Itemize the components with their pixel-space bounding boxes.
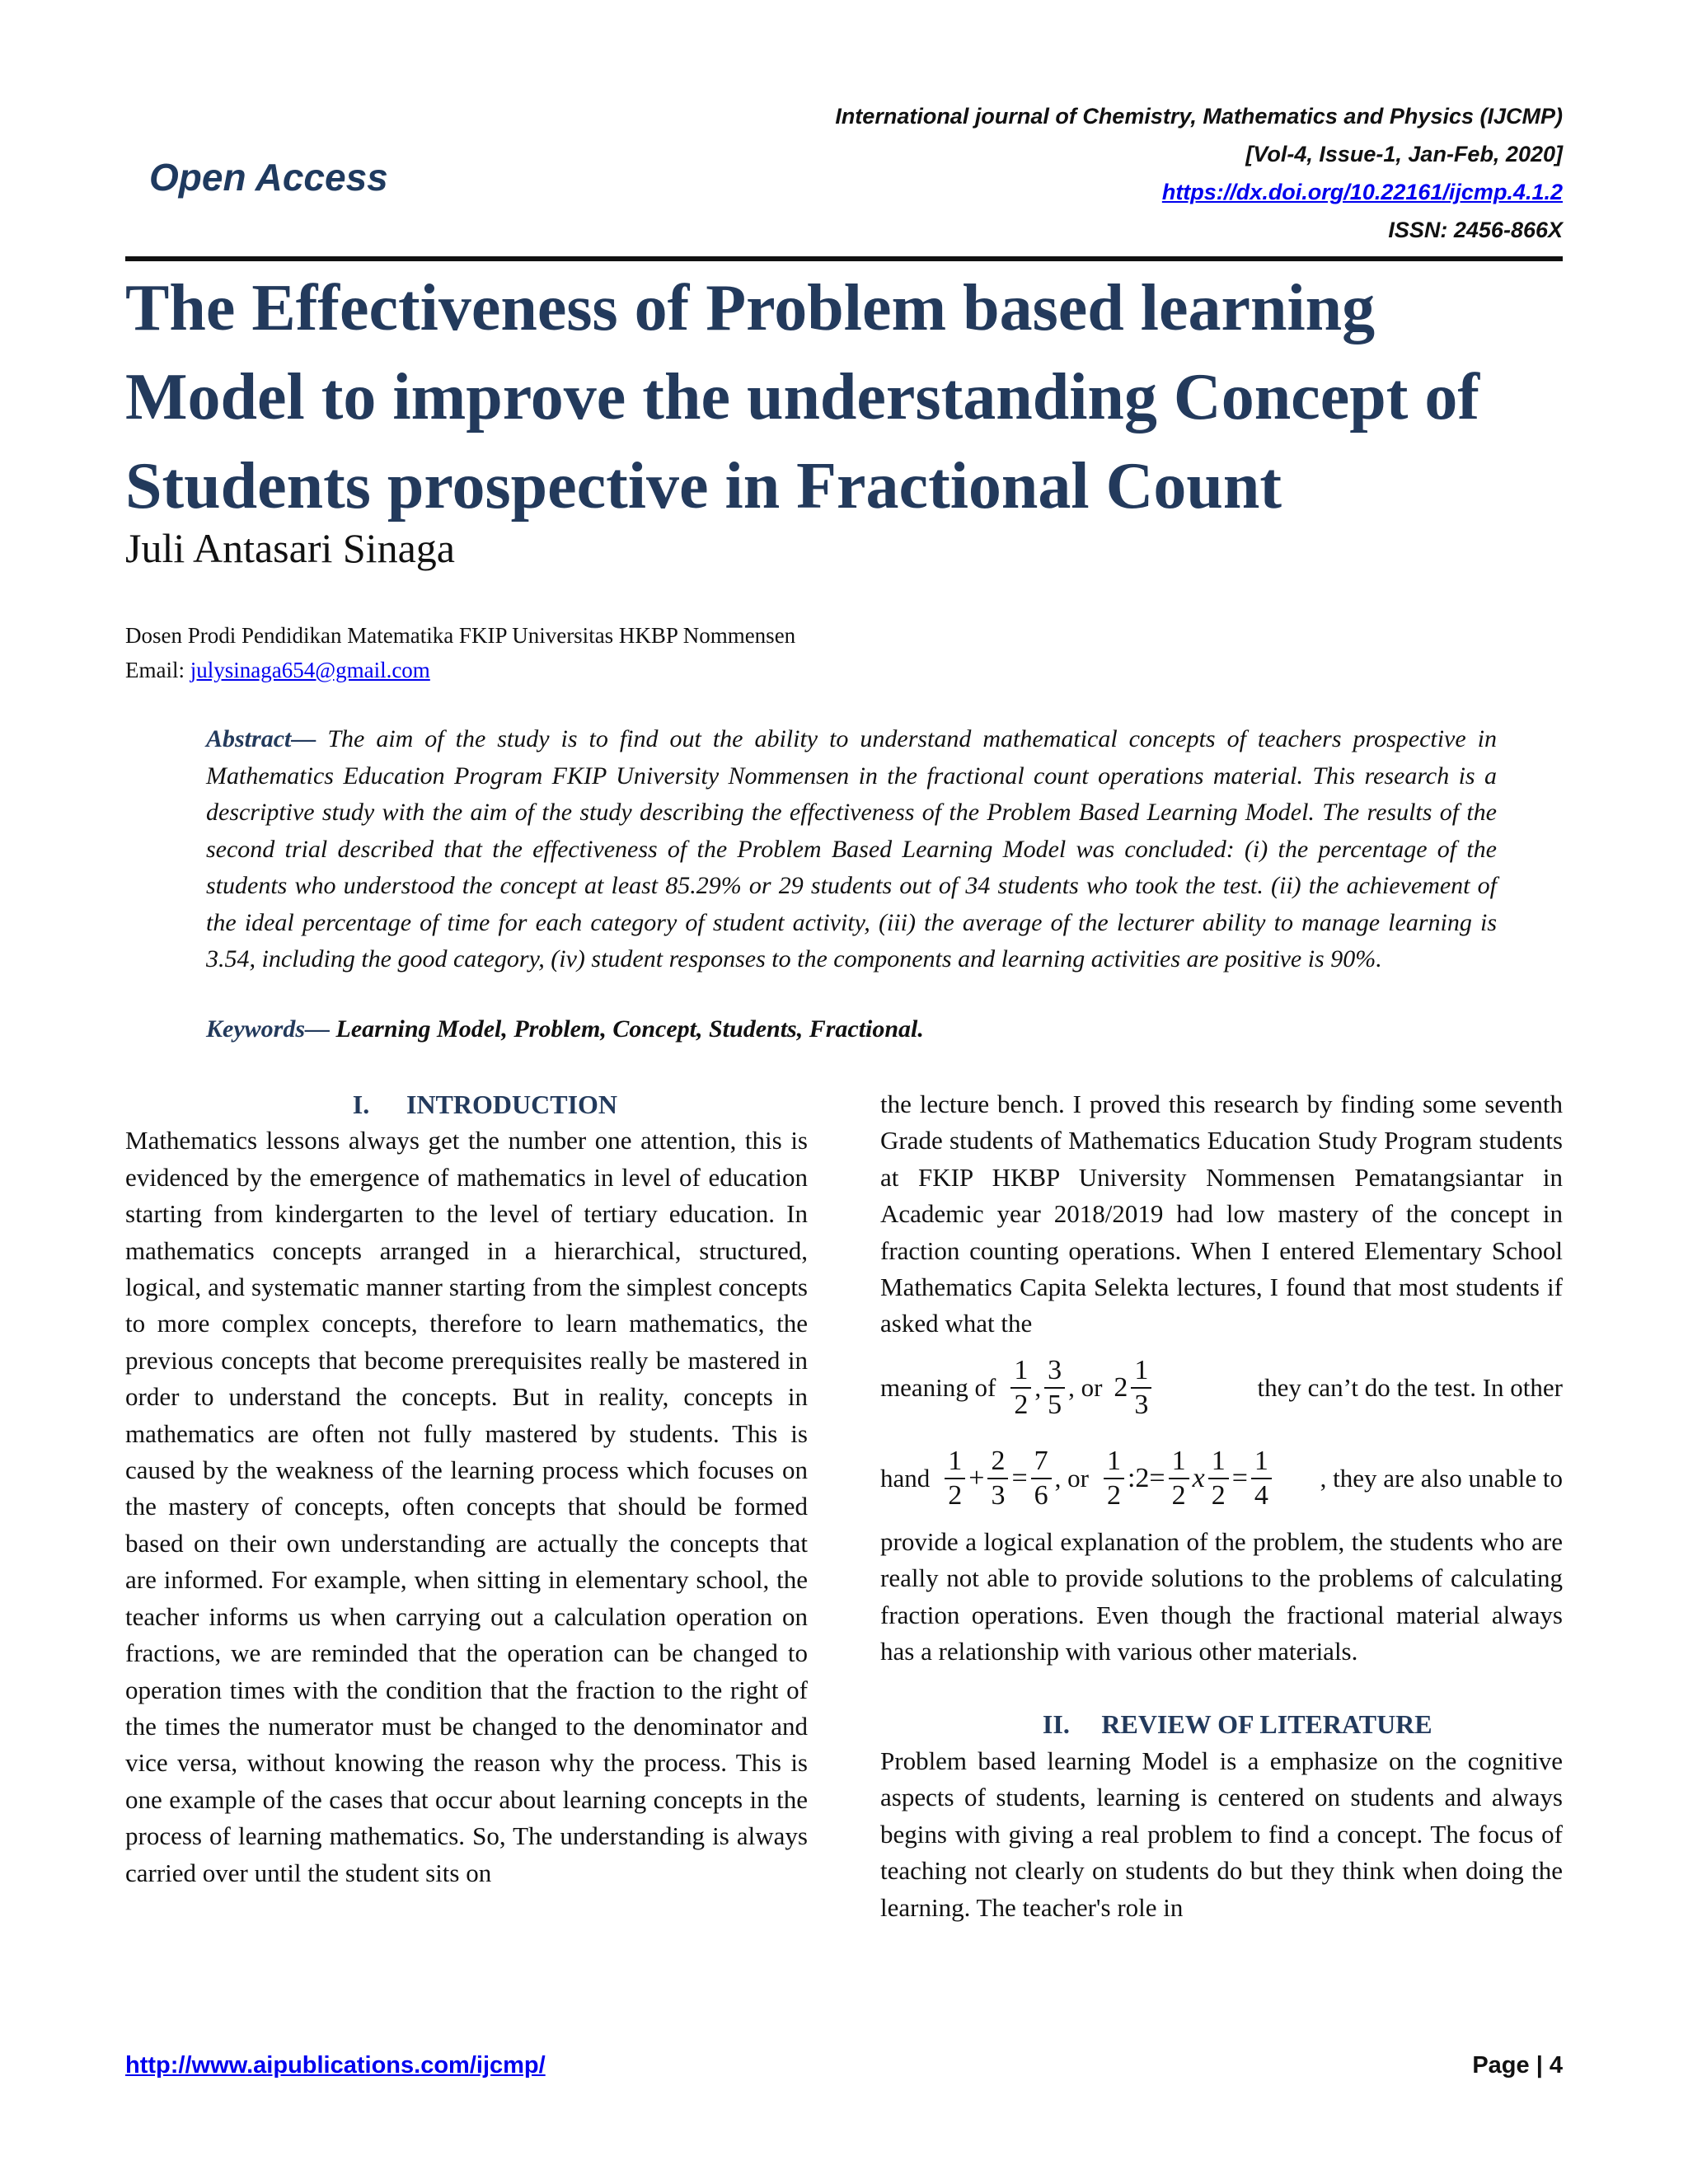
email-link[interactable]: julysinaga654@gmail.com [190,658,430,682]
open-access-label: Open Access [149,156,388,199]
doi-link[interactable]: https://dx.doi.org/10.22161/ijcmp.4.1.2 [1161,180,1563,204]
section-heading-review [880,1706,1563,1742]
header-divider [125,256,1563,261]
left-column [125,1086,808,1891]
fraction: $\frac{1}{2}$ [945,1445,965,1512]
math-whole-number: 2 [1114,1371,1128,1403]
journal-issn: ISSN: 2456-866X [1388,218,1563,242]
fraction: $\frac{1}{2}$ [1208,1445,1229,1512]
math-line-meaning [880,1343,1563,1433]
keywords-text: Learning Model, Problem, Concept, Students, Fractional. [330,1015,924,1043]
math-symbol: = [1231,1462,1248,1493]
math-line-hand [880,1433,1563,1524]
right-column [880,1086,1563,1926]
introduction-conclusion: provide a logical explanation of the problem, the students who are really not able to provide solutions to the problems of calculating fraction operations. Even though the fractional material always has a relationship with various other materials. [880,1526,1563,1666]
math-symbol: :2= [1127,1462,1165,1493]
keywords [206,1015,924,1043]
fraction: $\frac{2}{3}$ [987,1445,1008,1512]
introduction-paragraph: Mathematics lessons always get the number one attention, this is evidenced by the emergence of mathematics in level of education starting from kindergarten to the level of tertiary education. In mathematics concepts arranged in a hierarchical, structured, logical, and systematic manner starting from the simplest concepts to more complex concepts, therefore to learn mathematics, the previous concepts that become prerequisites really be mastered in order to understand the concepts. But in reality, concepts in mathematics are often not fully mastered by students. This is caused by the weakness of the learning process which focuses on the mastery of concepts, often concepts that should be formed based on their own understanding are actually the concepts that are informed. For example, when sitting in elementary school, the teacher informs us when carrying out a calculation operation on fractions, we are reminded that the operation can be changed to operation times with the condition that the fraction to the right of the times the numerator must be changed to the denominator and vice versa, without knowing the reason why the process. This is one example of the cases that occur about learning concepts in the process of learning mathematics. So, The understanding is always carried over until the student sits on [125,1126,808,1887]
math-symbol: x [1192,1462,1205,1493]
affiliation: Dosen Prodi Pendidikan Matematika FKIP Universitas HKBP Nommensen [125,623,796,648]
fraction: $\frac{1}{4}$ [1251,1445,1272,1512]
email-label: Email: [125,658,185,682]
journal-header [835,97,1563,249]
section-title: REVIEW OF LITERATURE [1101,1709,1432,1740]
fraction: $\frac{1}{3}$ [1131,1354,1151,1422]
email-line [125,653,795,687]
math-symbol: = [1011,1462,1028,1493]
section-number: I. [352,1090,370,1119]
affiliation-block [125,618,795,687]
section-number: II. [1042,1709,1070,1740]
section-heading-introduction [125,1086,808,1122]
paper-title: The Effectiveness of Problem based learning Model to improve the understanding Concept of Students prospective in Fractional Count [125,272,1479,523]
abstract-label: Abstract— [206,725,316,752]
keywords-label: Keywords— [206,1015,330,1043]
abstract-text: The aim of the study is to find out the ability to understand mathematical concepts of teachers prospective in Mathematics Education Program FKIP University Nommensen in the fractional count operations material. This research is a descriptive study with the aim of the study describing the effectiveness of the Problem Based Learning Model. The results of the second trial described that the effectiveness of the Problem Based Learning Model was concluded: (i) the percentage of the students who understood the concept at least 85.29% or 29 students out of 34 students who took the test. (ii) the achievement of the ideal percentage of time for each category of student activity, (iii) the average of the lecturer ability to manage learning is 3.54, including the good category, (iv) student responses to the components and learning activities are positive is 90%. [206,725,1497,972]
section-title: INTRODUCTION [406,1090,618,1119]
fraction: $\frac{7}{6}$ [1031,1445,1052,1512]
fraction: $\frac{1}{2}$ [1169,1445,1189,1512]
math-text: they can’t do the test. In other [1257,1372,1563,1402]
math-symbol: + [968,1462,985,1493]
fraction: $\frac{3}{5}$ [1044,1354,1065,1422]
page-number: Page | 4 [1472,2052,1563,2079]
abstract [206,721,1497,978]
math-text: , they are also unable to [1320,1463,1563,1493]
math-symbol: , [1034,1372,1042,1402]
introduction-continued: the lecture bench. I proved this research by finding some seventh Grade students of Mathematics Education Study Program students at FKIP HKBP University Nommensen Pematangsiantar in Academic year 2018/2019 had low mastery of the concept in fraction counting operations. When I entered Elementary School Mathematics Capita Selekta lectures, I found that most students if asked what the [880,1090,1563,1338]
review-paragraph: Problem based learning Model is a emphasize on the cognitive aspects of students, learning is centered on students and always begins with giving a real problem to find a concept. The focus of teaching not clearly on students do but they think when doing the learning. The teacher's role in [880,1746,1563,1922]
math-text: hand [880,1463,931,1493]
journal-issue: [Vol-4, Issue-1, Jan-Feb, 2020] [1245,142,1563,166]
math-text: meaning of [880,1372,996,1402]
math-text: , or [1054,1463,1089,1493]
author-name: Juli Antasari Sinaga [125,525,455,571]
footer-url-link[interactable]: http://www.aipublications.com/ijcmp/ [125,2052,546,2079]
fraction: $\frac{1}{2}$ [1104,1445,1124,1512]
math-text: , or [1068,1372,1103,1402]
fraction: $\frac{1}{2}$ [1010,1354,1031,1422]
journal-name: International journal of Chemistry, Mathematics and Physics (IJCMP) [835,104,1563,129]
